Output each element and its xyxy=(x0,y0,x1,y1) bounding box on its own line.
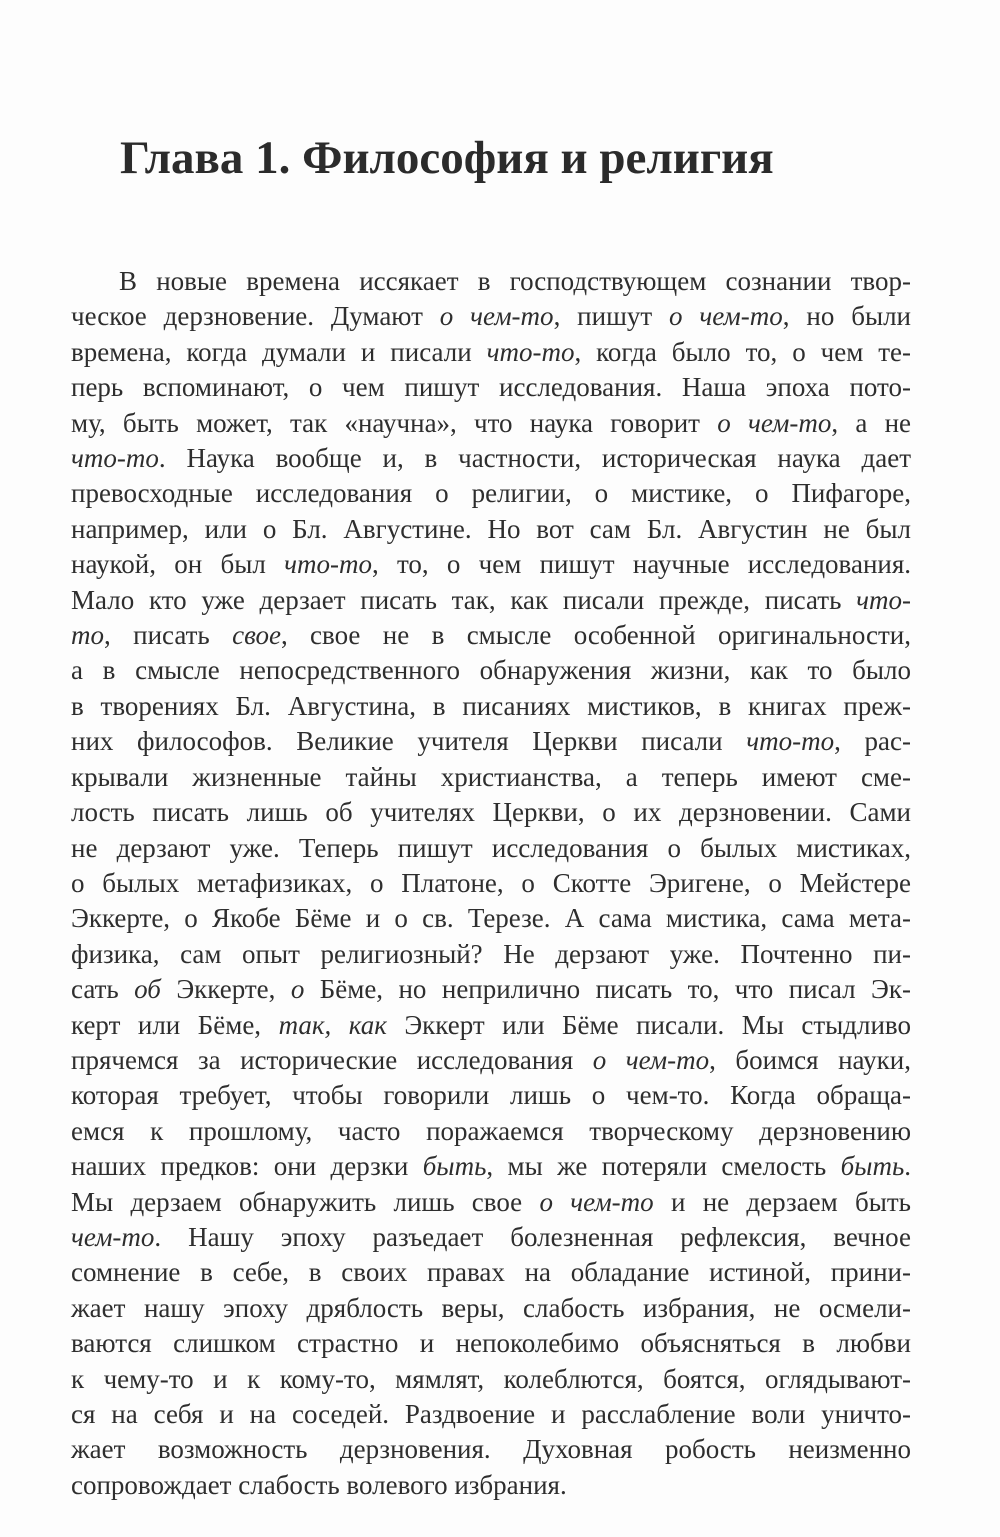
text-line: керт или Бёме, так, как Эккерт или Бёме писали. Мы стыдливо xyxy=(71,1009,911,1040)
text-line: ческое дерзновение. Думают о чем-то, пишут о чем-то, но были xyxy=(71,301,912,332)
chapter-title: Глава 1. Философия и религия xyxy=(120,132,774,184)
text-line: ся на себя и на соседей. Раздвоение и расслабление воли уничто- xyxy=(71,1399,911,1429)
text-line: превосходные исследования о религии, о мистике, о Пифагоре, xyxy=(71,478,911,509)
text-line: Эккерте, о Якобе Бёме и о св. Терезе. А сама мистика, сама мета- xyxy=(71,903,911,934)
text-line: жает нашу эпоху дряблость веры, слабость избрания, не осмели- xyxy=(71,1292,911,1323)
text-line: в творениях Бл. Августина, в писаниях мистиков, в книгах преж- xyxy=(71,690,911,721)
text-line: сать об Эккерте, о Бёме, но неприлично писать то, что писал Эк- xyxy=(71,974,911,1005)
text-line: наших предков: они дерзки быть, мы же потеряли смелость быть. xyxy=(71,1151,911,1182)
text-line: то, писать свое, свое не в смысле особенной оригинальности, xyxy=(71,620,911,651)
text-line: лость писать лишь об учителях Церкви, о их дерзновении. Сами xyxy=(71,797,911,828)
text-line: емся к прошлому, часто поражаемся творческому дерзновению xyxy=(71,1115,911,1146)
text-line: сопровождает слабость волевого избрания. xyxy=(71,1469,567,1500)
text-line: к чему-то и к кому-то, мямлят, колеблются, боятся, оглядывают- xyxy=(71,1363,911,1394)
text-line: чем-то. Нашу эпоху разъедает болезненная рефлексия, вечное xyxy=(71,1221,911,1252)
text-line: му, быть может, так «научна», что наука говорит о чем-то, а не xyxy=(71,407,911,438)
text-line: них философов. Великие учителя Церкви писали что-то, рас- xyxy=(71,726,911,757)
chapter-body xyxy=(71,264,911,1503)
text-line: например, или о Бл. Августине. Но вот сам Бл. Августин не был xyxy=(71,513,911,544)
text-line: прячемся за исторические исследования о чем-то, боимся науки, xyxy=(71,1044,911,1075)
text-line: что-то. Наука вообще и, в частности, историческая наука дает xyxy=(71,443,911,474)
text-line: сомнение в себе, в своих правах на обладание истиной, прини- xyxy=(71,1257,911,1288)
text-line: Мы дерзаем обнаружить лишь свое о чем-то и не дерзаем быть xyxy=(71,1186,911,1217)
text-line: Мало кто уже дерзает писать так, как писали прежде, писать что- xyxy=(71,584,911,615)
text-line: В новые времена иссякает в господствующем сознании твор- xyxy=(119,266,911,296)
text-line: крывали жизненные тайны христианства, а теперь имеют сме- xyxy=(71,761,911,792)
text-line: физика, сам опыт религиозный? Не дерзают уже. Почтенно пи- xyxy=(71,938,911,969)
text-line: которая требует, чтобы говорили лишь о чем-то. Когда обраща- xyxy=(71,1080,911,1111)
text-line: о былых метафизиках, о Платоне, о Скотте Эригене, о Мейстере xyxy=(71,867,911,898)
text-line: наукой, он был что-то, то, о чем пишут научные исследования. xyxy=(71,549,912,580)
text-line: жает возможность дерзновения. Духовная робость неизменно xyxy=(71,1434,911,1465)
text-line: не дерзают уже. Теперь пишут исследования о былых мистиках, xyxy=(71,832,911,863)
text-line: перь вспоминают, о чем пишут исследования. Наша эпоха пото- xyxy=(71,372,911,403)
text-line: ваются слишком страстно и непоколебимо объясняться в любви xyxy=(71,1328,911,1359)
text-line: а в смысле непосредственного обнаружения жизни, как то было xyxy=(71,655,911,686)
text-line: времена, когда думали и писали что-то, когда было то, о чем те- xyxy=(71,336,911,367)
